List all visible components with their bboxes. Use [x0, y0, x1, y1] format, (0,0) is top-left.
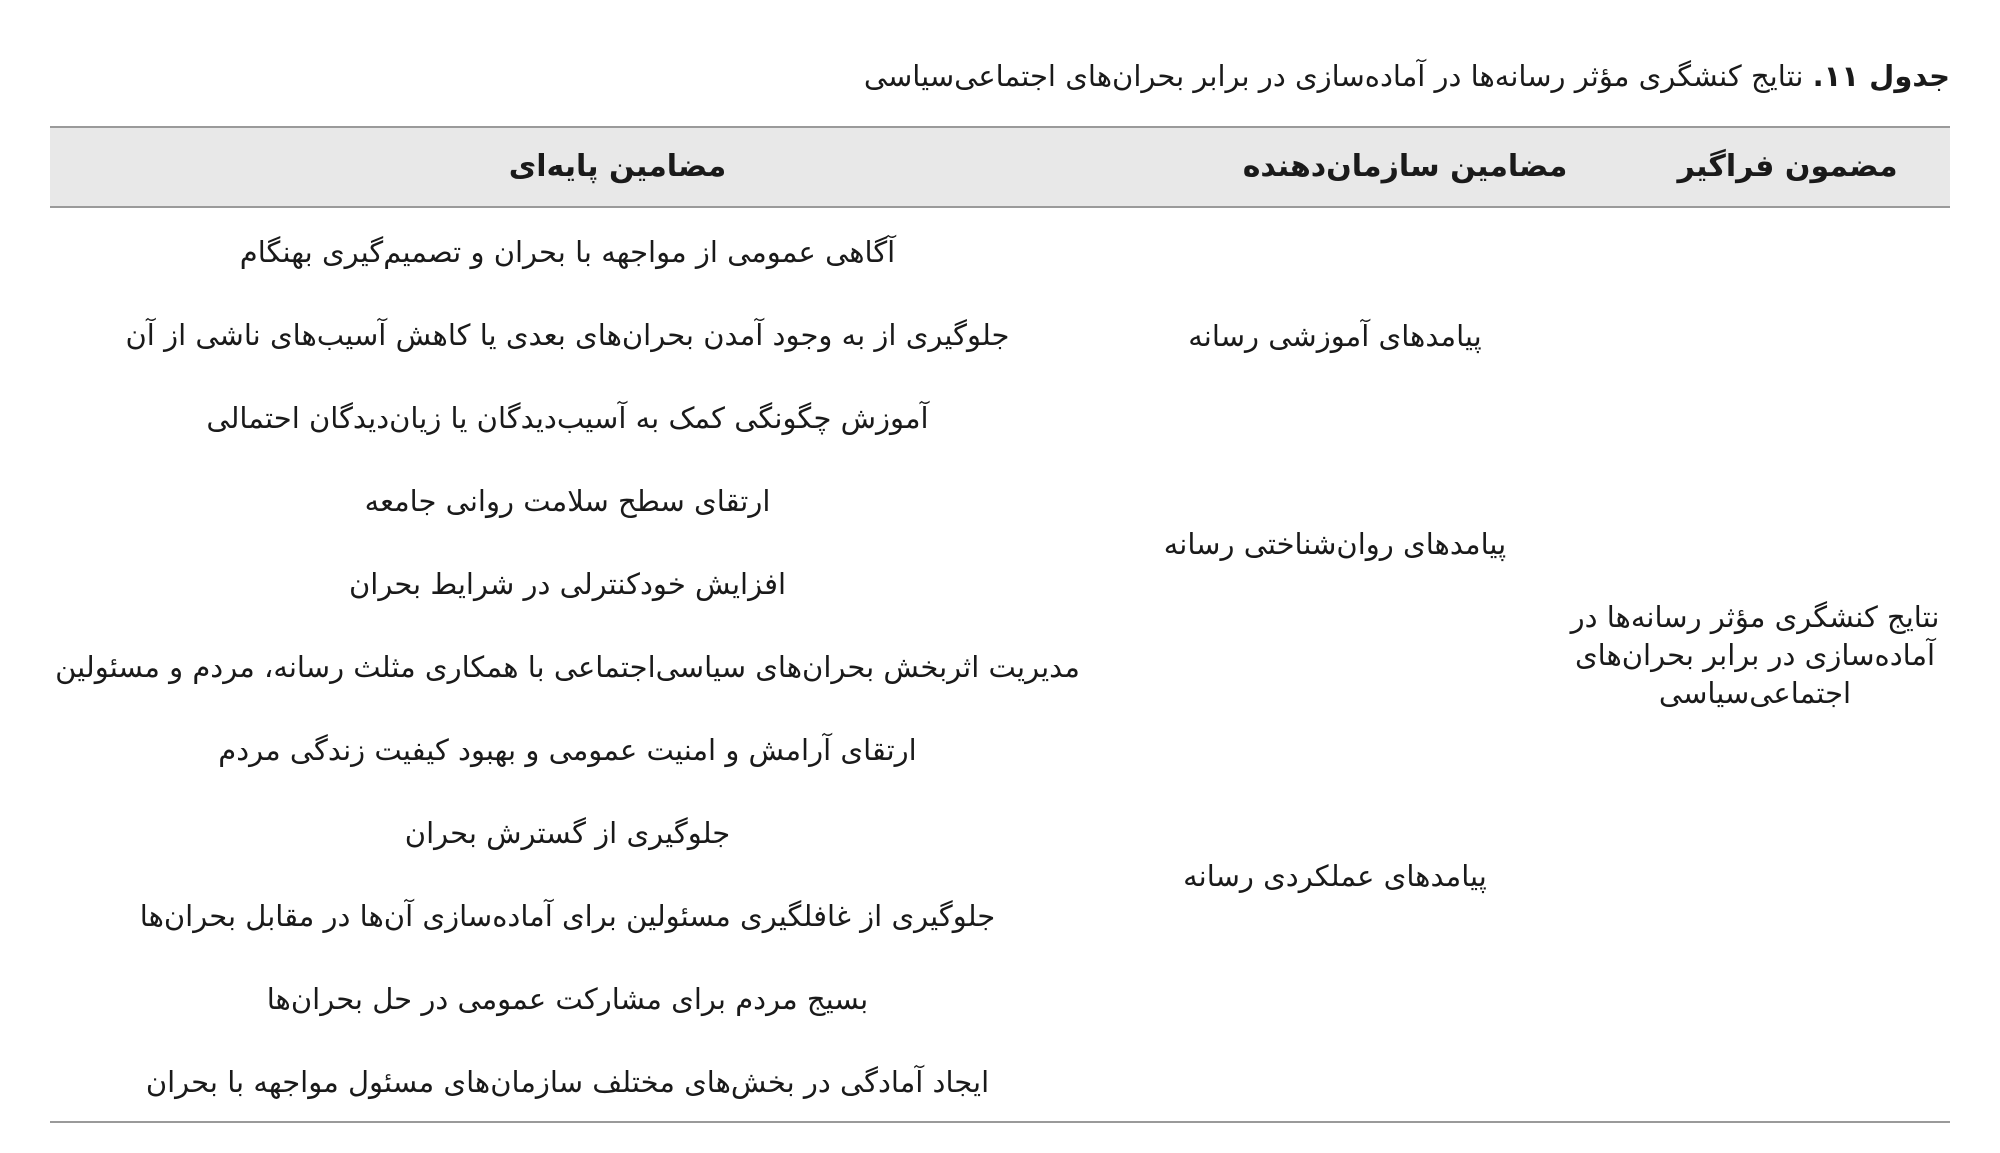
table-bottom-rule	[50, 1121, 1950, 1123]
organizing-theme-psychological: پیامدهای روان‌شناختی رسانه	[1163, 527, 1507, 561]
table-header-row	[50, 126, 1950, 208]
global-theme-line: اجتماعی‌سیاسی	[1658, 676, 1852, 710]
basic-theme-item: آگاهی عمومی از مواجهه با بحران و تصمیم‌گیری بهنگام	[239, 235, 896, 269]
basic-theme-item: ارتقای سطح سلامت روانی جامعه	[364, 484, 771, 518]
header-global-theme: مضمون فراگیر	[1677, 149, 1898, 184]
basic-theme-item: آموزش چگونگی کمک به آسیب‌دیدگان یا زیان‌دیدگان احتمالی	[206, 401, 929, 435]
basic-theme-item: جلوگیری از گسترش بحران	[404, 816, 731, 850]
caption-label: جدول ۱۱.	[1812, 59, 1950, 93]
basic-themes-list	[50, 232, 1085, 1145]
basic-theme-item: بسیج مردم برای مشارکت عمومی در حل بحران‌ها	[266, 982, 869, 1016]
basic-theme-item: افزایش خودکنترلی در شرایط بحران	[348, 567, 787, 601]
header-organizing-themes: مضامین سازمان‌دهنده	[1242, 149, 1568, 184]
global-theme-line: آماده‌سازی در برابر بحران‌های	[1574, 638, 1936, 672]
global-theme-line: نتایج کنشگری مؤثر رسانه‌ها در	[1570, 600, 1940, 634]
caption-text: نتایج کنشگری مؤثر رسانه‌ها در آماده‌سازی در برابر بحران‌های اجتماعی‌سیاسی	[863, 59, 1813, 93]
basic-theme-item: مدیریت اثربخش بحران‌های سیاسی‌اجتماعی با همکاری مثلث رسانه، مردم و مسئولین	[55, 650, 1080, 684]
organizing-theme-functional: پیامدهای عملکردی رسانه	[1183, 859, 1487, 893]
basic-theme-item: جلوگیری از غافلگیری مسئولین برای آماده‌سازی آن‌ها در مقابل بحران‌ها	[139, 899, 996, 933]
global-theme-cell	[1560, 598, 1950, 712]
header-basic-themes: مضامین پایه‌ای	[508, 149, 727, 184]
table-caption	[50, 56, 1950, 96]
basic-theme-item: ارتقای آرامش و امنیت عمومی و بهبود کیفیت زندگی مردم	[218, 733, 917, 767]
organizing-theme-educational: پیامدهای آموزشی رسانه	[1188, 319, 1482, 353]
basic-theme-item: جلوگیری از به وجود آمدن بحران‌های بعدی یا کاهش آسیب‌های ناشی از آن	[125, 318, 1010, 352]
basic-theme-item: ایجاد آمادگی در بخش‌های مختلف سازمان‌های مسئول مواجهه با بحران	[145, 1065, 990, 1099]
